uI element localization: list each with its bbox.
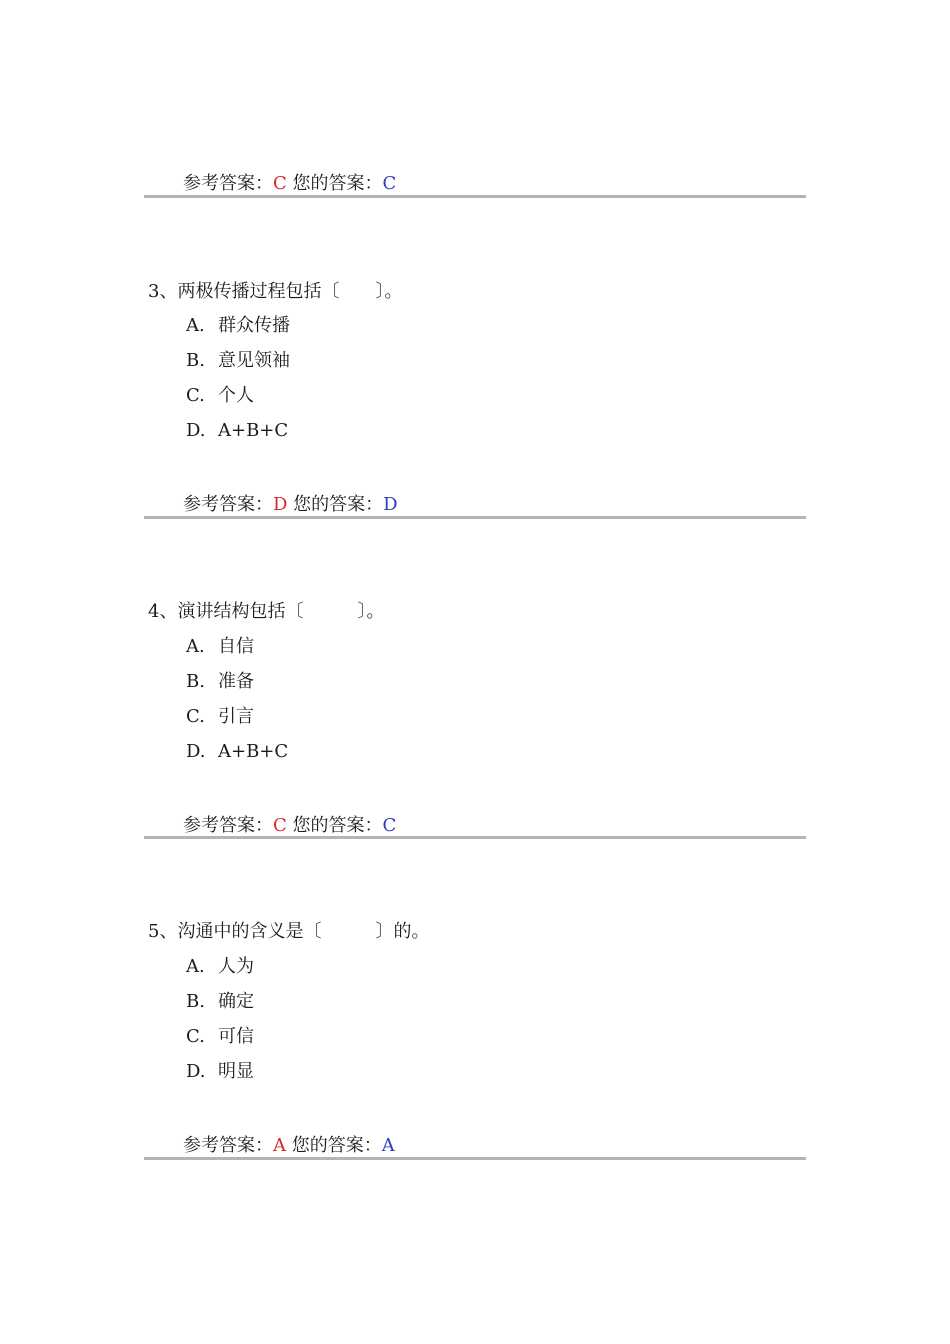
your-answer-label: 您的答案： <box>293 494 384 515</box>
option-text: 个人 <box>218 385 254 406</box>
option-text: 准备 <box>218 671 254 692</box>
option-text: 群众传播 <box>218 315 290 336</box>
answer-row-q5 <box>183 1134 395 1158</box>
option-letter: D. <box>186 741 206 762</box>
option-text: 可信 <box>218 1026 254 1047</box>
option-5a[interactable] <box>186 955 254 979</box>
option-letter: D. <box>186 420 206 441</box>
option-letter: B. <box>186 991 205 1012</box>
option-text: 确定 <box>218 991 254 1012</box>
question-4-text: 4、演讲结构包括〔 〕。 <box>148 601 385 622</box>
option-text: 明显 <box>218 1061 254 1082</box>
reference-answer-value: C <box>273 815 287 836</box>
your-answer-value: D <box>383 494 398 515</box>
question-5-text: 5、沟通中的含义是〔 〕的。 <box>148 921 430 942</box>
section-divider <box>144 516 806 519</box>
option-4c[interactable] <box>186 705 254 729</box>
your-answer-label: 您的答案： <box>292 173 383 194</box>
option-5d[interactable] <box>186 1060 254 1084</box>
your-answer-value: A <box>381 1135 395 1156</box>
option-letter: D. <box>186 1061 206 1082</box>
your-answer-value: C <box>382 173 397 194</box>
option-text: A+B+C <box>218 741 289 762</box>
reference-answer-label: 参考答案： <box>183 494 273 515</box>
section-divider <box>144 1157 806 1160</box>
option-4a[interactable] <box>186 635 254 659</box>
reference-answer-label: 参考答案： <box>183 173 273 194</box>
option-letter: C. <box>186 706 205 727</box>
option-5b[interactable] <box>186 990 254 1014</box>
option-3b[interactable] <box>186 349 290 373</box>
option-4d[interactable] <box>186 740 288 764</box>
reference-answer-value: A <box>273 1135 286 1156</box>
reference-answer-label: 参考答案： <box>183 1135 273 1156</box>
option-text: A+B+C <box>218 420 289 441</box>
answer-row-q3 <box>183 493 398 517</box>
answer-row-q4 <box>183 814 396 838</box>
section-divider <box>144 836 806 839</box>
option-letter: B. <box>186 350 205 371</box>
option-letter: C. <box>186 1026 205 1047</box>
option-letter: C. <box>186 385 205 406</box>
reference-answer-value: D <box>273 494 288 515</box>
question-3-text: 3、两极传播过程包括〔 〕。 <box>148 281 403 302</box>
section-divider <box>144 195 806 198</box>
option-text: 引言 <box>218 706 254 727</box>
your-answer-value: C <box>382 815 397 836</box>
option-letter: A. <box>186 636 205 657</box>
option-text: 自信 <box>218 636 254 657</box>
option-3a[interactable] <box>186 314 290 338</box>
answer-row-q2 <box>183 172 396 196</box>
option-letter: A. <box>186 315 205 336</box>
option-text: 意见领袖 <box>218 350 290 371</box>
option-text: 人为 <box>218 956 254 977</box>
option-5c[interactable] <box>186 1025 254 1049</box>
option-4b[interactable] <box>186 670 254 694</box>
option-3c[interactable] <box>186 384 254 408</box>
option-3d[interactable] <box>186 419 288 443</box>
your-answer-label: 您的答案： <box>292 815 383 836</box>
reference-answer-value: C <box>273 173 287 194</box>
option-letter: A. <box>186 956 205 977</box>
option-letter: B. <box>186 671 205 692</box>
your-answer-label: 您的答案： <box>291 1135 382 1156</box>
reference-answer-label: 参考答案： <box>183 815 273 836</box>
